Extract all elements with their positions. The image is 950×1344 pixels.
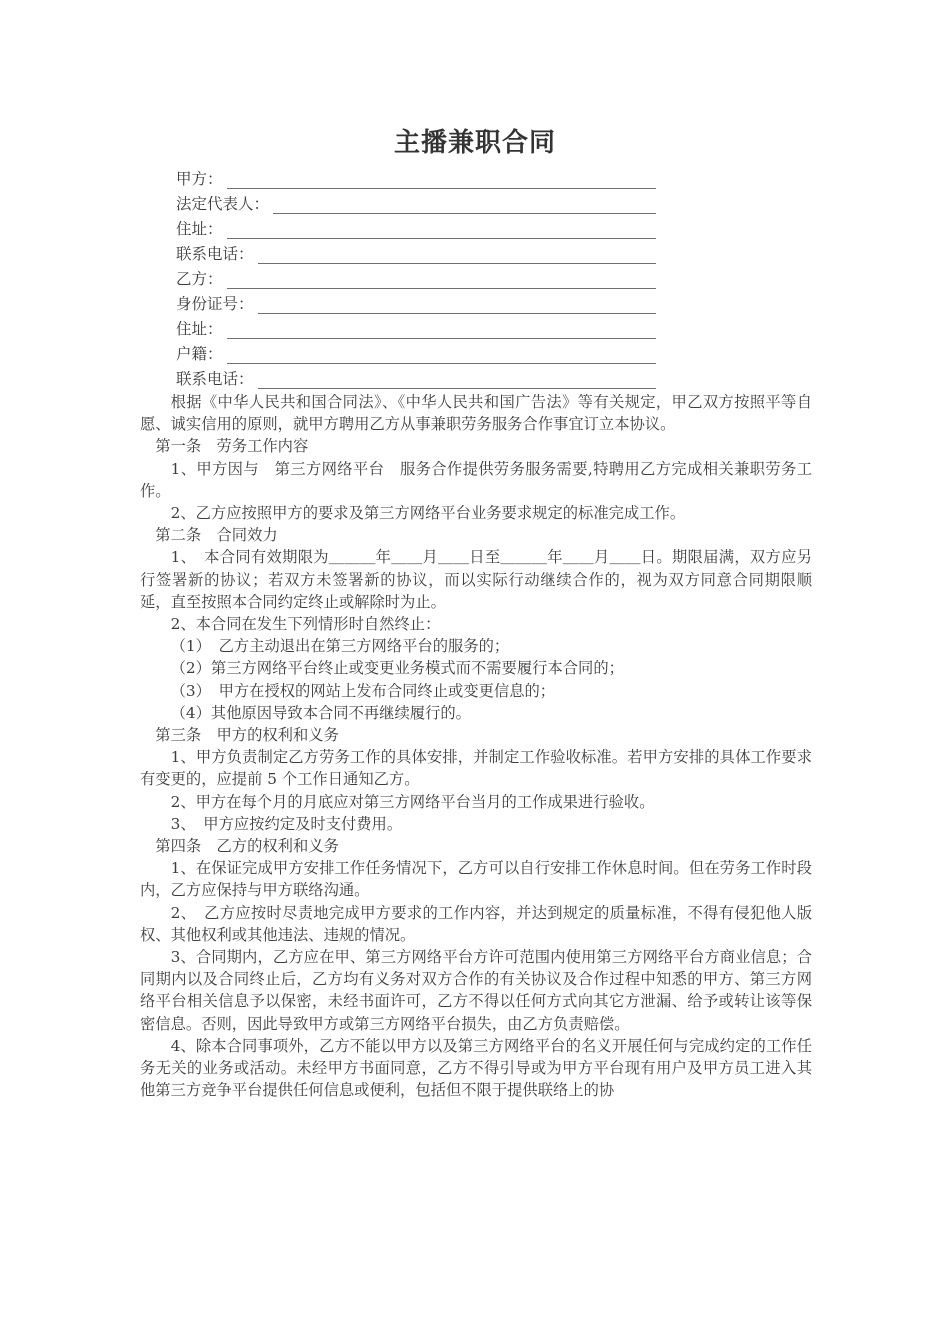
field-blank-party-a-address[interactable]	[227, 221, 656, 239]
field-blank-party-b-name[interactable]	[227, 271, 656, 289]
section-heading-1: 第一条 劳务工作内容	[155, 437, 309, 456]
section-4-item-3: 3、合同期内，乙方应在甲、第三方网络平台方许可范围内使用第三方网络平台方商业信息；合同期内以及合同终止后，乙方均有义务对双方合作的有关协议及合作过程中知悉的甲方、第三方网络平台相关信息予以保密，未经书面许可，乙方不得以任何方式向其它方泄漏、给予或转让该等保密信息。否则，因此导致甲方或第三方网络平台损失，由乙方负责赔偿。	[140, 948, 812, 1033]
form-row-party-a-address[interactable]	[176, 214, 656, 239]
section-3-item-2: 2、甲方在每个月的月底应对第三方网络平台当月的工作成果进行验收。	[170, 792, 655, 811]
section-1-item-1: 1、甲方因与 第三方网络平台 服务合作提供劳务服务需要,特聘用乙方完成相关兼职劳务工作。	[140, 459, 812, 500]
field-blank-id-number[interactable]	[258, 296, 656, 314]
field-label-party-a-phone: 联系电话：	[176, 245, 254, 263]
form-row-legal-representative[interactable]	[176, 189, 656, 214]
section-3-item-3: 3、 甲方应按约定及时支付费用。	[170, 814, 403, 833]
field-label-party-b-address: 住址：	[176, 320, 223, 338]
contract-body	[140, 391, 812, 1102]
section-2-subitem-1: （1） 乙方主动退出在第三方网络平台的服务的；	[170, 637, 510, 656]
field-label-legal-representative: 法定代表人：	[176, 195, 270, 213]
field-label-party-b-phone: 联系电话：	[176, 370, 254, 388]
party-information-form	[176, 164, 656, 389]
field-blank-party-b-address[interactable]	[227, 321, 656, 339]
section-3-item-1: 1、甲方负责制定乙方劳务工作的具体安排，并制定工作验收标准。若甲方安排的具体工作要求有变更的，应提前 5 个工作日通知乙方。	[140, 748, 812, 789]
section-2-item-2: 2、本合同在发生下列情形时自然终止：	[170, 615, 441, 634]
section-2-subitem-4: （4）其他原因导致本合同不再继续履行的。	[170, 703, 471, 722]
form-row-party-b-phone[interactable]	[176, 364, 656, 389]
form-row-party-b-address[interactable]	[176, 314, 656, 339]
section-1-item-2: 2、乙方应按照甲方的要求及第三方网络平台业务要求规定的标准完成工作。	[170, 504, 686, 523]
page-title: 主播兼职合同	[393, 128, 556, 158]
field-blank-party-a-phone[interactable]	[258, 246, 656, 264]
form-row-party-b-name[interactable]	[176, 264, 656, 289]
field-label-household-registration: 户籍：	[176, 345, 223, 363]
field-label-party-a-name: 甲方：	[176, 170, 223, 188]
section-4-item-4: 4、除本合同事项外，乙方不能以甲方以及第三方网络平台的名义开展任何与完成约定的工作任务无关的业务或活动。未经甲方书面同意，乙方不得引导或为甲方平台现有用户及甲方员工进入其他第三方竞争平台提供任何信息或便利，包括但不限于提供联络上的协	[140, 1036, 812, 1100]
section-2-subitem-3: （3） 甲方在授权的网站上发布合同终止或变更信息的；	[170, 681, 556, 700]
field-label-party-a-address: 住址：	[176, 220, 223, 238]
field-label-party-b-name: 乙方：	[176, 270, 223, 288]
section-heading-3: 第三条 甲方的权利和义务	[155, 726, 339, 745]
preamble-paragraph: 根据《中华人民共和国合同法》、《中华人民共和国广告法》等有关规定，甲乙双方按照平等自愿、诚实信用的原则，就甲方聘用乙方从事兼职劳务服务合作事宜订立本协议。	[140, 393, 812, 434]
section-heading-4: 第四条 乙方的权利和义务	[155, 837, 339, 856]
form-row-household-registration[interactable]	[176, 339, 656, 364]
field-blank-household-registration[interactable]	[227, 346, 656, 364]
field-label-id-number: 身份证号：	[176, 295, 254, 313]
form-row-id-number[interactable]	[176, 289, 656, 314]
form-row-party-a-phone[interactable]	[176, 239, 656, 264]
form-row-party-a-name[interactable]	[176, 164, 656, 189]
section-heading-2: 第二条 合同效力	[155, 526, 278, 545]
field-blank-legal-representative[interactable]	[273, 196, 656, 214]
section-4-item-2: 2、 乙方应按时尽责地完成甲方要求的工作内容，并达到规定的质量标准，不得有侵犯他人版权、其他权利或其他违法、违规的情况。	[140, 903, 812, 944]
section-2-subitem-2: （2）第三方网络平台终止或变更业务模式而不需要履行本合同的；	[170, 659, 624, 678]
section-4-item-1: 1、在保证完成甲方安排工作任务情况下，乙方可以自行安排工作休息时间。但在劳务工作时段内，乙方应保持与甲方联络沟通。	[140, 859, 812, 900]
field-blank-party-a-name[interactable]	[227, 171, 656, 189]
field-blank-party-b-phone[interactable]	[258, 371, 656, 389]
section-2-item-1: 1、 本合同有效期限为＿＿＿年＿＿月＿＿日至＿＿＿年＿＿月＿＿日。期限届满，双方应另行签署新的协议；若双方未签署新的协议，而以实际行动继续合作的，视为双方同意合同期限顺延，直至按照本合同约定终止或解除时为止。	[140, 548, 812, 611]
